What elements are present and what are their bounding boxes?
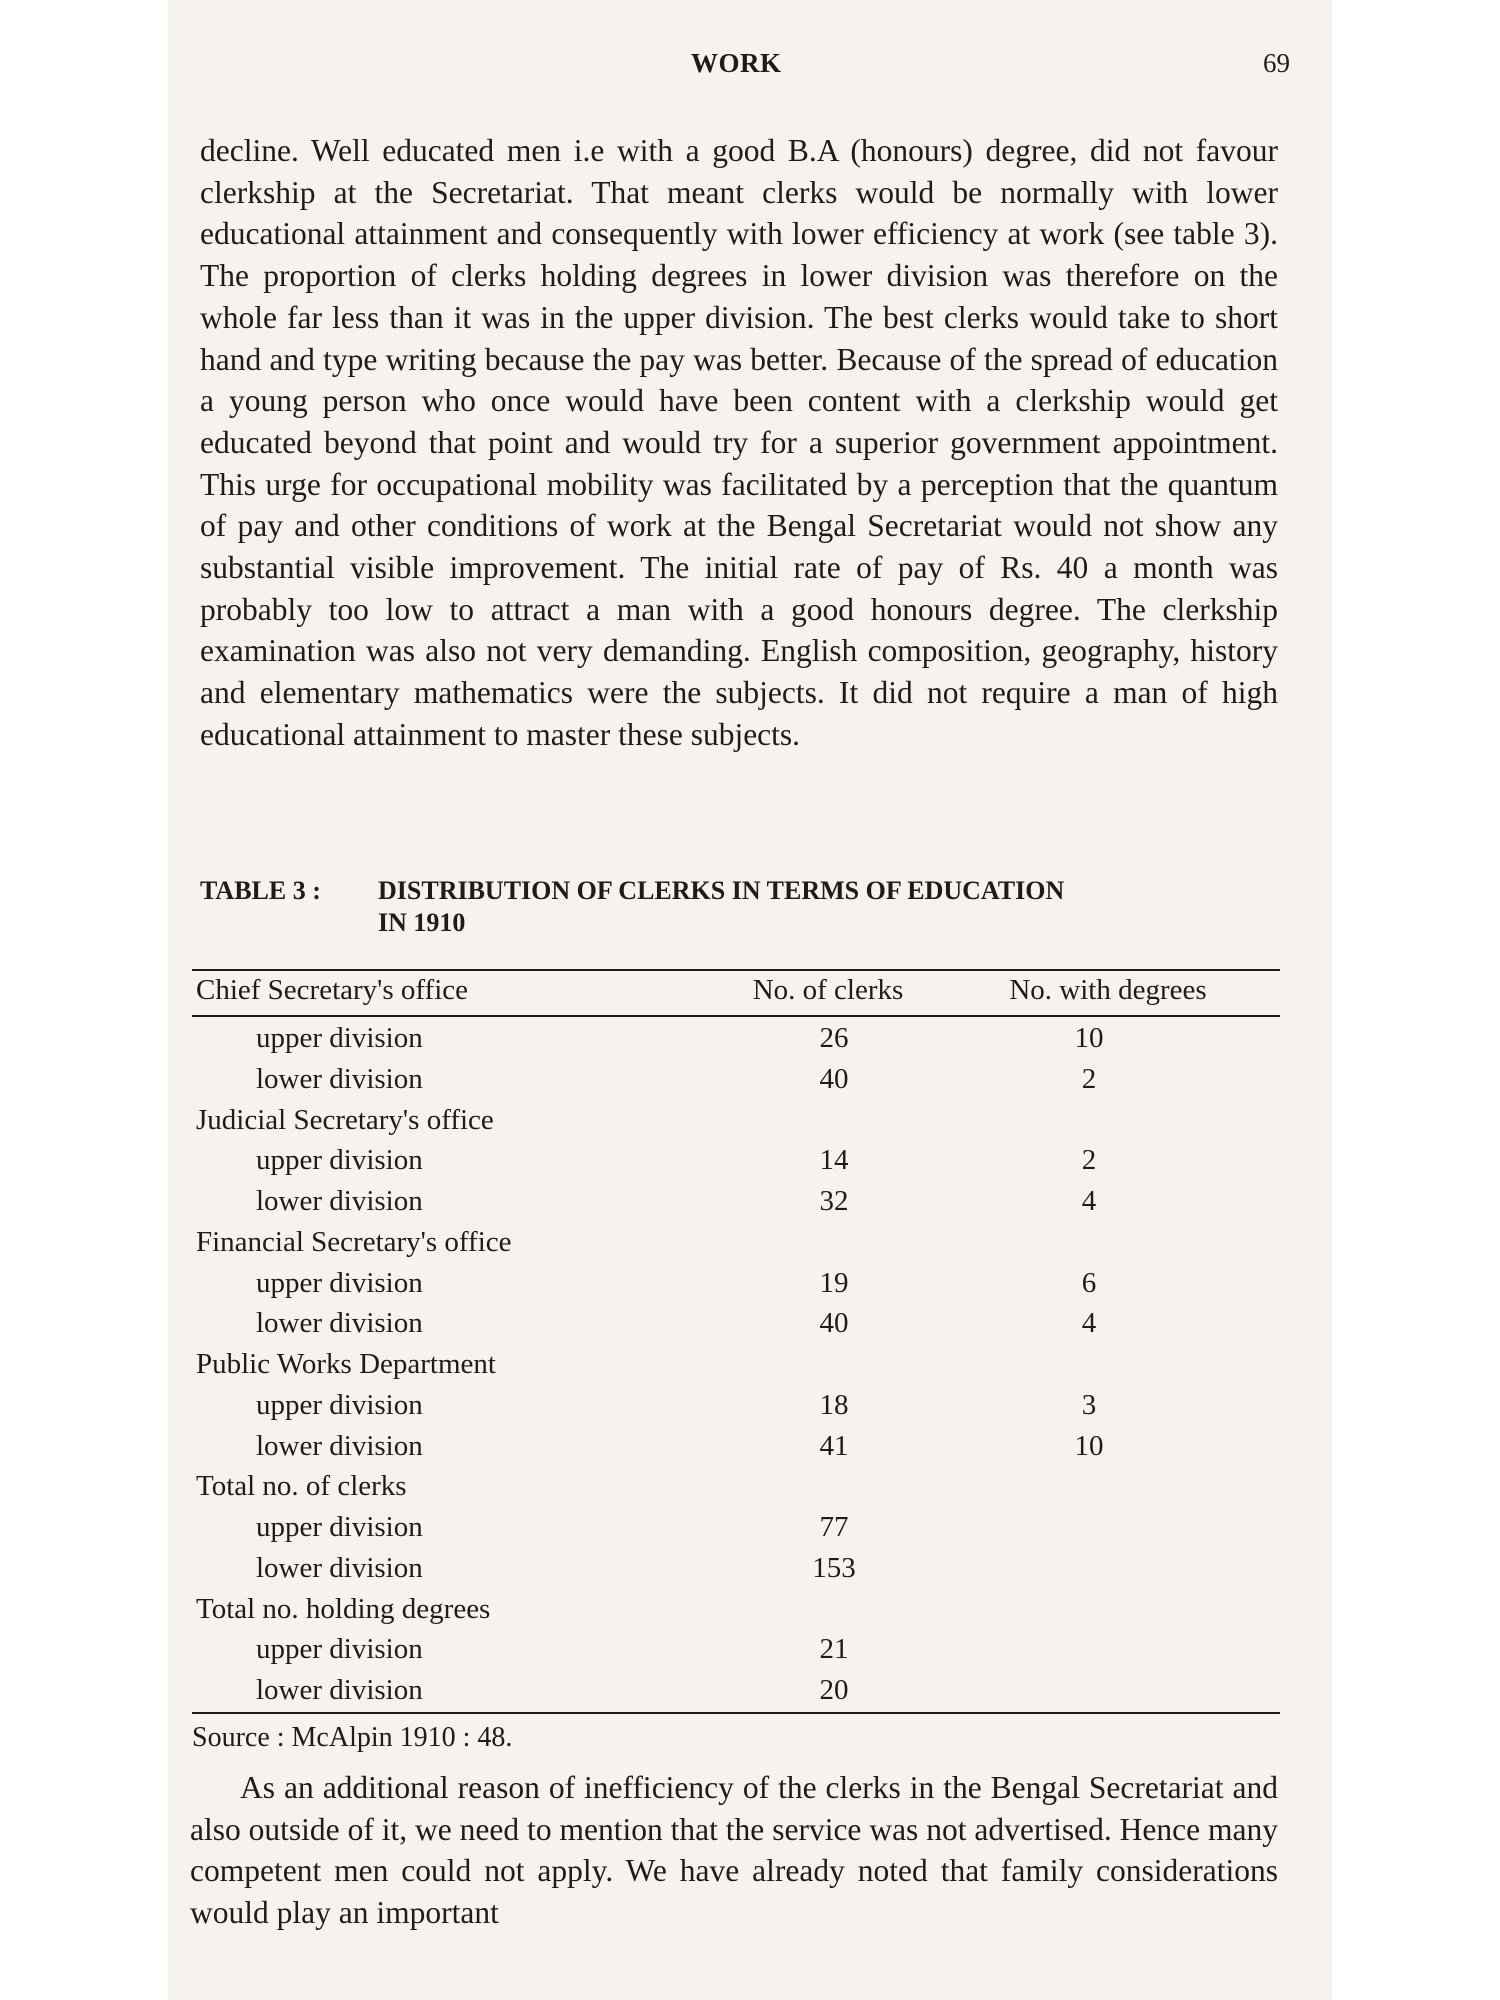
- division-label: lower division: [256, 1551, 423, 1584]
- running-title: WORK: [691, 48, 782, 78]
- division-label: upper division: [256, 1633, 423, 1666]
- division-label: lower division: [256, 1674, 423, 1706]
- group-label: Financial Secretary's office: [196, 1225, 512, 1258]
- table-group-row: [168, 1100, 1332, 1140]
- table-row: [168, 1426, 1332, 1466]
- body-paragraph-1: decline. Well educated men i.e with a good B.A (honours) degree, did not favour clerkship at the Secretariat. That meant clerks would be normally with lower educational attainment and consequently with lower efficiency at work (see table 3). The proportion of clerks holding degrees in lower division was therefore on the whole far less than it was in the upper division. The best clerks would take to short hand and type writing because the pay was better. Because of the spread of education a young person who once would have been content with a clerkship would get educated beyond that point and would try for a superior government appointment. This urge for occupational mobility was facilitated by a perception that the quantum of pay and other conditions of work at the Bengal Secretariat would not show any substantial visible improvement. The initial rate of pay of Rs. 40 a month was probably too low to attract a man with a good honours degree. The clerkship examination was also not very demanding. English composition, geography, history and elementary mathematics were the subjects. It did not require a man of high educational attainment to master these subjects.: [200, 133, 1278, 752]
- clerks-count: 26: [819, 1022, 849, 1054]
- table-group-row: [168, 1466, 1332, 1506]
- table-source: Source : McAlpin 1910 : 48.: [192, 1722, 513, 1753]
- table-row: [168, 1548, 1332, 1588]
- clerks-count: 20: [819, 1674, 849, 1706]
- degrees-count: 4: [1081, 1185, 1097, 1217]
- division-label: lower division: [256, 1062, 423, 1095]
- table-caption-title: DISTRIBUTION OF CLERKS IN TERMS OF EDUCATION: [378, 876, 1065, 905]
- clerks-count: 19: [819, 1266, 849, 1299]
- division-label: upper division: [256, 1388, 423, 1421]
- degrees-count: 4: [1081, 1307, 1097, 1340]
- group-label: Total no. holding degrees: [196, 1592, 491, 1625]
- table-row: [168, 1629, 1332, 1669]
- table-group-row: [168, 1589, 1332, 1629]
- group-label: Public Works Department: [196, 1348, 496, 1380]
- division-label: lower division: [256, 1429, 423, 1462]
- degrees-count: 2: [1081, 1062, 1097, 1095]
- table-caption: [200, 875, 1200, 939]
- degrees-count: 10: [1074, 1022, 1104, 1054]
- table-row: [168, 1670, 1332, 1710]
- body-paragraph-2: As an additional reason of inefficiency of the clerks in the Bengal Secretariat and also outside of it, we need to mention that the service was not advertised. Hence many competent men could not apply. We have already noted that family considerations would play an important: [190, 1770, 1278, 1931]
- division-label: upper division: [256, 1511, 423, 1543]
- division-label: upper division: [256, 1022, 423, 1054]
- header-no-of-clerks: No. of clerks: [752, 974, 904, 1006]
- degrees-count: 10: [1074, 1429, 1104, 1462]
- table-row: [168, 1263, 1332, 1303]
- clerks-count: 77: [819, 1511, 849, 1543]
- degrees-count: 2: [1081, 1144, 1097, 1177]
- division-label: lower division: [256, 1307, 423, 1340]
- clerks-count: 40: [819, 1307, 849, 1340]
- table-row: [168, 1018, 1332, 1058]
- clerks-count: 40: [819, 1062, 849, 1095]
- division-label: lower division: [256, 1185, 423, 1217]
- page-number: 69: [1263, 48, 1290, 78]
- table-row: [168, 1385, 1332, 1425]
- table-row: [168, 1181, 1332, 1221]
- clerks-count: 14: [819, 1144, 849, 1177]
- table-row: [168, 1059, 1332, 1099]
- table-header-rule: [192, 1015, 1280, 1017]
- group-label: Judicial Secretary's office: [196, 1103, 494, 1136]
- degrees-count: 6: [1081, 1266, 1097, 1299]
- table-group-row: [168, 1344, 1332, 1384]
- clerks-count: 153: [812, 1551, 856, 1584]
- table-header-row: [168, 970, 1332, 1010]
- header-no-with-degrees: No. with degrees: [1009, 974, 1207, 1006]
- table-caption-prefix: TABLE 3 :: [200, 876, 321, 905]
- book-page: [168, 0, 1332, 2000]
- division-label: upper division: [256, 1144, 423, 1177]
- group-label: Total no. of clerks: [196, 1470, 407, 1503]
- division-label: upper division: [256, 1266, 423, 1299]
- clerks-count: 21: [819, 1633, 849, 1666]
- table-group-row: [168, 1222, 1332, 1262]
- degrees-count: 3: [1081, 1388, 1097, 1421]
- table-row: [168, 1303, 1332, 1343]
- table-caption-year: IN 1910: [378, 908, 466, 937]
- clerks-count: 32: [819, 1185, 849, 1217]
- table-row: [168, 1507, 1332, 1547]
- table-row: [168, 1140, 1332, 1180]
- header-office: Chief Secretary's office: [196, 974, 469, 1006]
- table-bottom-rule: [192, 1712, 1280, 1714]
- clerks-count: 41: [819, 1429, 849, 1462]
- page-header: [168, 48, 1332, 88]
- clerks-count: 18: [819, 1388, 849, 1421]
